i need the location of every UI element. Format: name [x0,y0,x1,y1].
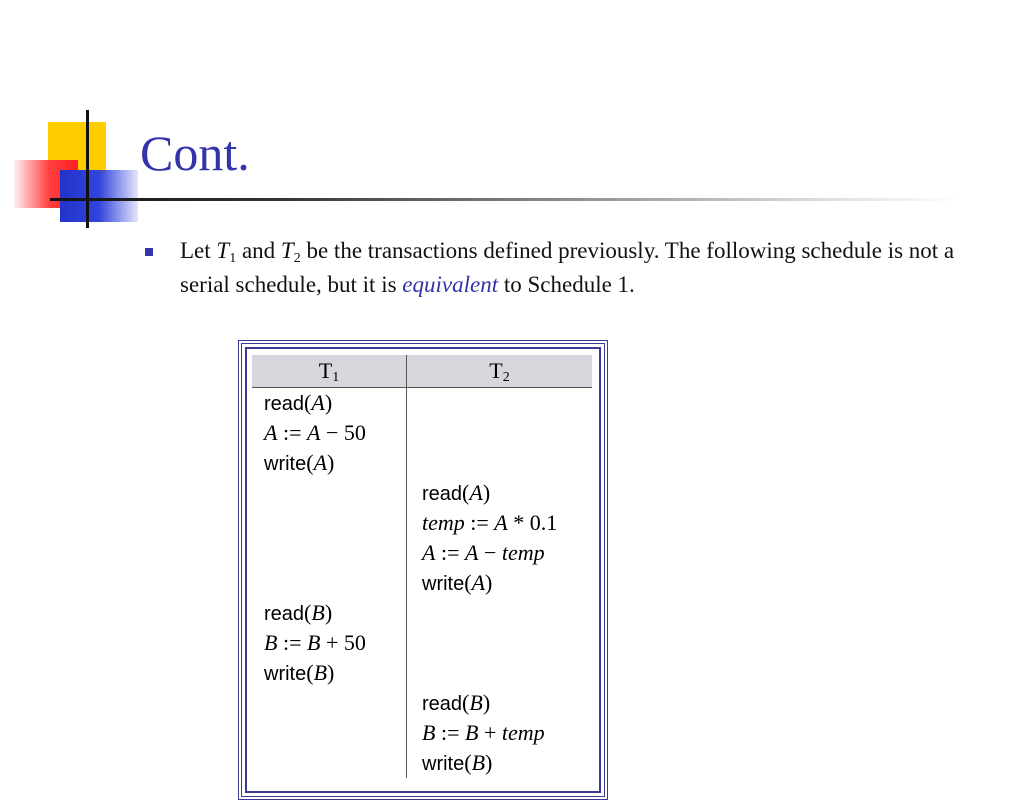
schedule-step: A := A − 50 [264,420,366,445]
schedule-step: B := B + temp [422,720,545,745]
schedule-empty-step [252,478,406,508]
blue-square-decoration [60,170,138,222]
schedule-step: read(A) [264,390,333,415]
schedule-empty-step [252,568,406,598]
slide-title: Cont. [140,125,250,181]
schedule-table [252,355,592,778]
schedule-empty-step [407,658,592,688]
header-t2: $T_2$ [407,355,593,388]
schedule-step: read(B) [422,690,491,715]
schedule-step: read(B) [264,600,333,625]
schedule-empty-step [407,448,592,478]
schedule-empty-step [252,718,406,748]
schedule-step: read(A) [422,480,491,505]
schedule-step: write(A) [422,570,493,595]
schedule-step: B := B + 50 [264,630,366,655]
schedule-empty-step [252,688,406,718]
schedule-empty-step [407,418,592,448]
column-t1 [252,388,407,779]
vertical-rule-decoration [86,110,89,228]
schedule-empty-step [407,388,592,418]
bullet-square-icon [145,248,153,256]
schedule-empty-step [407,628,592,658]
bullet-text: Let $T_1$ and $T_2$ be the transactions defined previously. The following schedule is not a serial schedule, but it is equivalent to Schedule 1. [180,238,955,297]
schedule-step: write(B) [422,750,493,775]
emphasis-word: equivalent [402,272,499,297]
schedule-empty-step [252,508,406,538]
schedule-step: A := A − temp [422,540,545,565]
schedule-step: write(B) [264,660,335,685]
schedule-empty-step [252,538,406,568]
column-t2 [407,388,593,779]
schedule-step: write(A) [264,450,335,475]
schedule-empty-step [407,598,592,628]
title-decoration [0,0,150,240]
header-t1: $T_1$ [252,355,407,388]
schedule-empty-step [252,748,406,778]
schedule-step: temp := A * 0.1 [422,510,558,535]
title-underline [50,198,960,201]
